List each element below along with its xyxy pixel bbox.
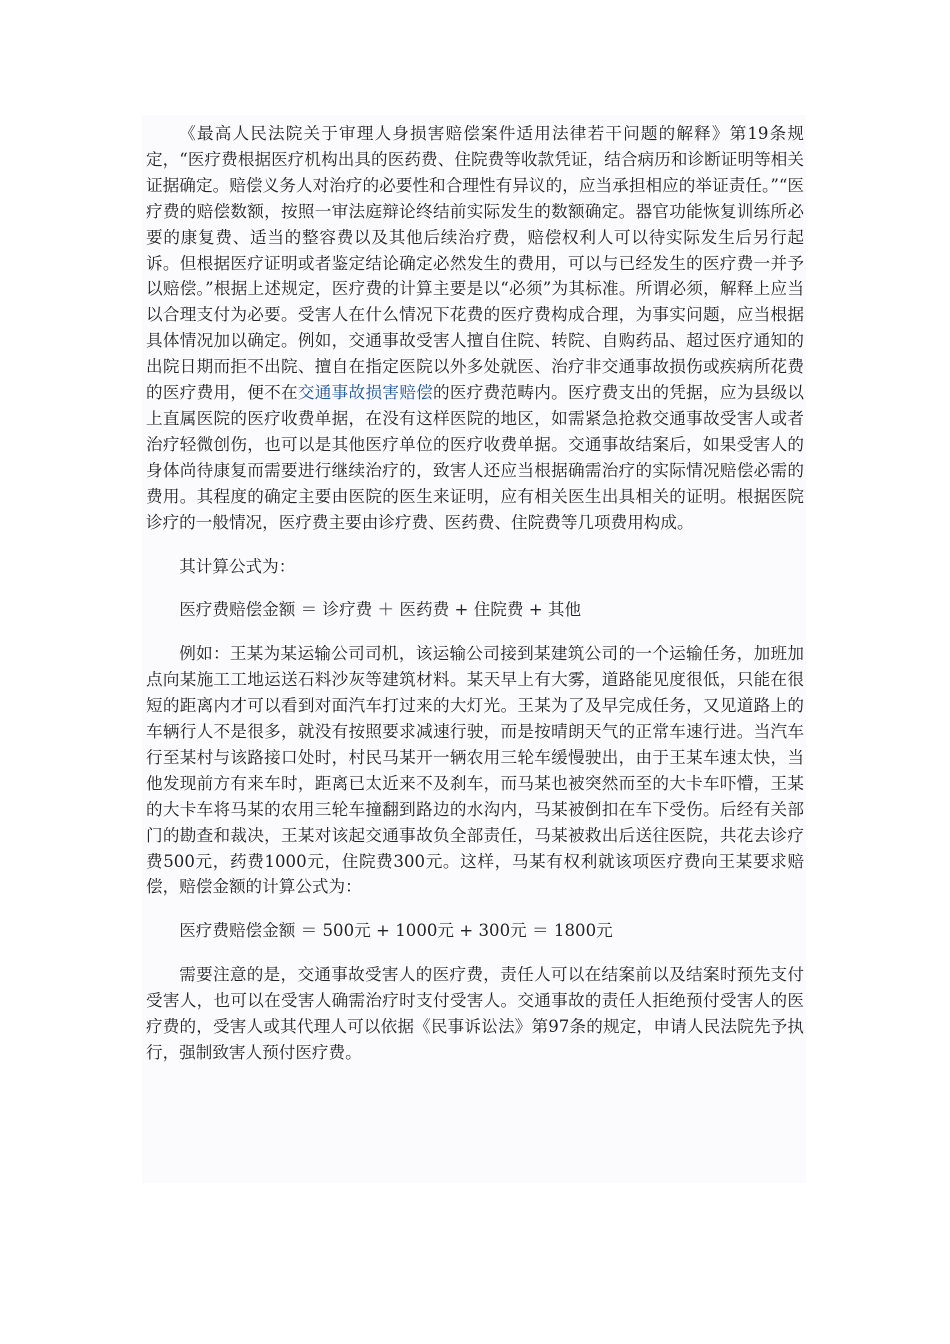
paragraph-legal-basis [146, 121, 804, 536]
paragraph-note: 需要注意的是，交通事故受害人的医疗费，责任人可以在结案前以及结案时预先支付受害人，也可以在受害人确需治疗时支付受害人。交通事故的责任人拒绝预付受害人的医疗费的，受害人或其代理人可以依据《民事诉讼法》第97条的规定，申请人民法院先予执行，强制致害人预付医疗费。 [146, 965, 804, 1062]
formula-example: 医疗费赔偿金额 ＝ 500元 + 1000元 + 300元 ＝ 1800元 [179, 921, 613, 941]
paragraph-legal-basis-text-1: 《最高人民法院关于审理人身损害赔偿案件适用法律若干问题的解释》第19条规定，“医疗费根据医疗机构出具的医药费、住院费等收款凭证，结合病历和诊断证明等相关证据确定。赔偿义务人对治疗的必要性和合理性有异议的，应当承担相应的举证责任。”“医疗费的赔偿数额，按照一审法庭辩论终结前实际发生的数额确定。器官功能恢复训练所必要的康复费、适当的整容费以及其他后续治疗费，赔偿权利人可以待实际发生后另行起诉。但根据医疗证明或者鉴定结论确定必然发生的费用，可以与已经发生的医疗费一并予以赔偿。”根据上述规定，医疗费的计算主要是以“必须”为其标准。所谓必须，解释上应当以合理支付为必要。受害人在什么情况下花费的医疗费构成合理，为事实问题，应当根据具体情况加以确定。例如，交通事故受害人擅自住院、转院、自购药品、超过医疗通知的出院日期而拒不出院、擅自在指定医院以外多处就医、治疗非交通事故损伤或疾病所花费的医疗费用，便不在 [146, 124, 804, 403]
article-body [142, 115, 806, 1183]
traffic-accident-compensation-link[interactable]: 交通事故损害赔偿 [297, 383, 433, 403]
paragraph-formula-intro: 其计算公式为： [179, 556, 296, 576]
formula-general: 医疗费赔偿金额 ＝ 诊疗费 ＋ 医药费 + 住院费 + 其他 [179, 600, 582, 620]
paragraph-example: 例如：王某为某运输公司司机，该运输公司接到某建筑公司的一个运输任务，加班加点向某施工工地运送石料沙灰等建筑材料。某天早上有大雾，道路能见度很低，只能在很短的距离内才可以看到对面汽车打过来的大灯光。王某为了及早完成任务，又见道路上的车辆行人不是很多，就没有按照要求减速行驶，而是按晴朗天气的正常车速行进。当汽车行至某村与该路接口处时，村民马某开一辆农用三轮车缓慢驶出，由于王某车速太快，当他发现前方有来车时，距离已太近来不及刹车，而马某也被突然而至的大卡车吓懵，王某的大卡车将马某的农用三轮车撞翻到路边的水沟内，马某被倒扣在车下受伤。后经有关部门的勘查和裁决，王某对该起交通事故负全部责任，马某被救出后送往医院，共花去诊疗费500元，药费1000元，住院费300元。这样，马某有权利就该项医疗费向王某要求赔偿，赔偿金额的计算公式为： [146, 644, 804, 897]
paragraph-legal-basis-text-2: 的医疗费范畴内。医疗费支出的凭据，应为县级以上直属医院的医疗收费单据，在没有这样医院的地区，如需紧急抢救交通事故受害人或者治疗轻微创伤，也可以是其他医疗单位的医疗收费单据。交通事故结案后，如果受害人的身体尚待康复而需要进行继续治疗的，致害人还应当根据确需治疗的实际情况赔偿必需的费用。其程度的确定主要由医院的医生来证明，应有相关医生出具相关的证明。根据医院诊疗的一般情况，医疗费主要由诊疗费、医药费、住院费等几项费用构成。 [146, 383, 805, 532]
